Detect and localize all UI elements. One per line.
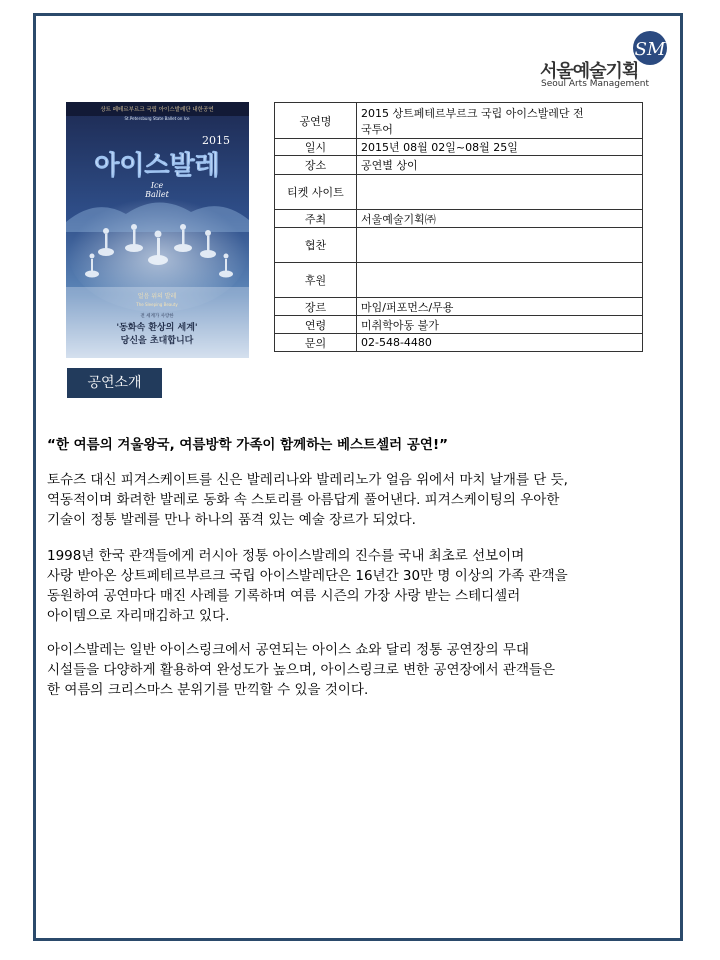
poster-top-text: 상트 페테르부르크 국립 아이스발레단 내한공연 xyxy=(100,107,214,113)
table-row xyxy=(275,175,643,210)
logo-name: 서울예술기획 xyxy=(540,61,639,82)
info-value: 미취학아동 불가 xyxy=(357,316,643,334)
paragraph-line: 한 여름의 크리스마스 분위기를 만끽할 수 있을 것이다. xyxy=(47,682,369,698)
poster-image xyxy=(66,102,249,358)
info-key: 주최 xyxy=(275,210,357,228)
table-row xyxy=(275,263,643,298)
info-key: 일시 xyxy=(275,139,357,156)
info-key: 문의 xyxy=(275,334,357,352)
info-key: 장소 xyxy=(275,156,357,175)
poster-tagline-2: 당신을 초대합니다 xyxy=(120,336,194,346)
info-key: 티켓 사이트 xyxy=(275,175,357,210)
poster-tagline-small: 전 세계가 사랑한 xyxy=(140,314,174,319)
paragraph-line: 아이스발레는 일반 아이스링크에서 공연되는 아이스 쇼와 달리 정통 공연장의 무대 xyxy=(47,642,530,658)
logo-subtitle: Seoul Arts Management xyxy=(541,79,650,89)
info-value: 공연별 상이 xyxy=(357,156,643,175)
poster-subtitle-en: The Sleeping Beauty xyxy=(136,302,178,307)
poster-year: 2015 xyxy=(202,134,230,147)
info-value: 서울예술기획㈜ xyxy=(357,210,643,228)
table-row xyxy=(275,316,643,334)
info-key: 협찬 xyxy=(275,228,357,263)
paragraph-line: 사랑 받아온 상트페테르부르크 국립 아이스발레단은 16년간 30만 명 이상의 가족 관객을 xyxy=(47,568,568,584)
poster-title-en-1: Ice xyxy=(150,181,164,190)
paragraph-1 xyxy=(47,470,677,530)
table-row xyxy=(275,210,643,228)
poster-subtitle: 얼음 위의 발레 xyxy=(137,293,177,300)
paragraph-line: 동원하여 공연마다 매진 사례를 기록하며 여름 시즌의 가장 사랑 받는 스테디셀러 xyxy=(47,588,521,604)
info-key: 연령 xyxy=(275,316,357,334)
info-value-line: 2015 상트페테르부르크 국립 아이스발레단 전 xyxy=(361,106,584,120)
headline: “한 여름의 겨울왕국, 여름방학 가족이 함께하는 베스트셀러 공연!” xyxy=(47,437,448,453)
table-row xyxy=(275,156,643,175)
paragraph-3 xyxy=(47,640,677,700)
info-value: 02-548-4480 xyxy=(357,334,643,352)
info-value: 마임/퍼포먼스/무용 xyxy=(357,298,643,316)
info-key: 공연명 xyxy=(275,103,357,139)
info-value xyxy=(357,175,643,210)
info-value-title xyxy=(357,103,643,139)
paragraph-line: 시설들을 다양하게 활용하여 완성도가 높으며, 아이스링크로 변한 공연장에서 관객들은 xyxy=(47,662,556,678)
table-row xyxy=(275,103,643,139)
paragraph-line: 1998년 한국 관객들에게 러시아 정통 아이스발레의 진수를 국내 최초로 선보이며 xyxy=(47,548,525,564)
info-value-line: 국투어 xyxy=(361,122,393,136)
performance-info-table xyxy=(274,102,643,352)
poster-title: 아이스발레 xyxy=(94,151,220,181)
poster-top-sub: St.Petersburg State Ballet on Ice xyxy=(124,116,190,121)
poster-tagline-1: '동화속 환상의 세계' xyxy=(116,323,198,333)
paragraph-line: 기술이 정통 발레를 만나 하나의 품격 있는 예술 장르가 되었다. xyxy=(47,512,416,528)
paragraph-line: 역동적이며 화려한 발레로 동화 속 스토리를 아름답게 풀어낸다. 피겨스케이팅의 우아한 xyxy=(47,492,560,508)
svg-text:SM: SM xyxy=(634,39,666,60)
paragraph-line: 토슈즈 대신 피겨스케이트를 신은 발레리나와 발레리노가 얼음 위에서 마치 날개를 단 듯, xyxy=(47,472,568,488)
section-badge: 공연소개 xyxy=(67,368,162,398)
paragraph-line: 아이템으로 자리매김하고 있다. xyxy=(47,608,230,624)
paragraph-2 xyxy=(47,546,677,626)
info-key: 후원 xyxy=(275,263,357,298)
table-row xyxy=(275,334,643,352)
table-row xyxy=(275,228,643,263)
info-value: 2015년 08월 02일~08월 25일 xyxy=(357,139,643,156)
info-value xyxy=(357,263,643,298)
company-logo xyxy=(540,30,670,92)
table-row xyxy=(275,298,643,316)
info-key: 장르 xyxy=(275,298,357,316)
info-value xyxy=(357,228,643,263)
table-row xyxy=(275,139,643,156)
